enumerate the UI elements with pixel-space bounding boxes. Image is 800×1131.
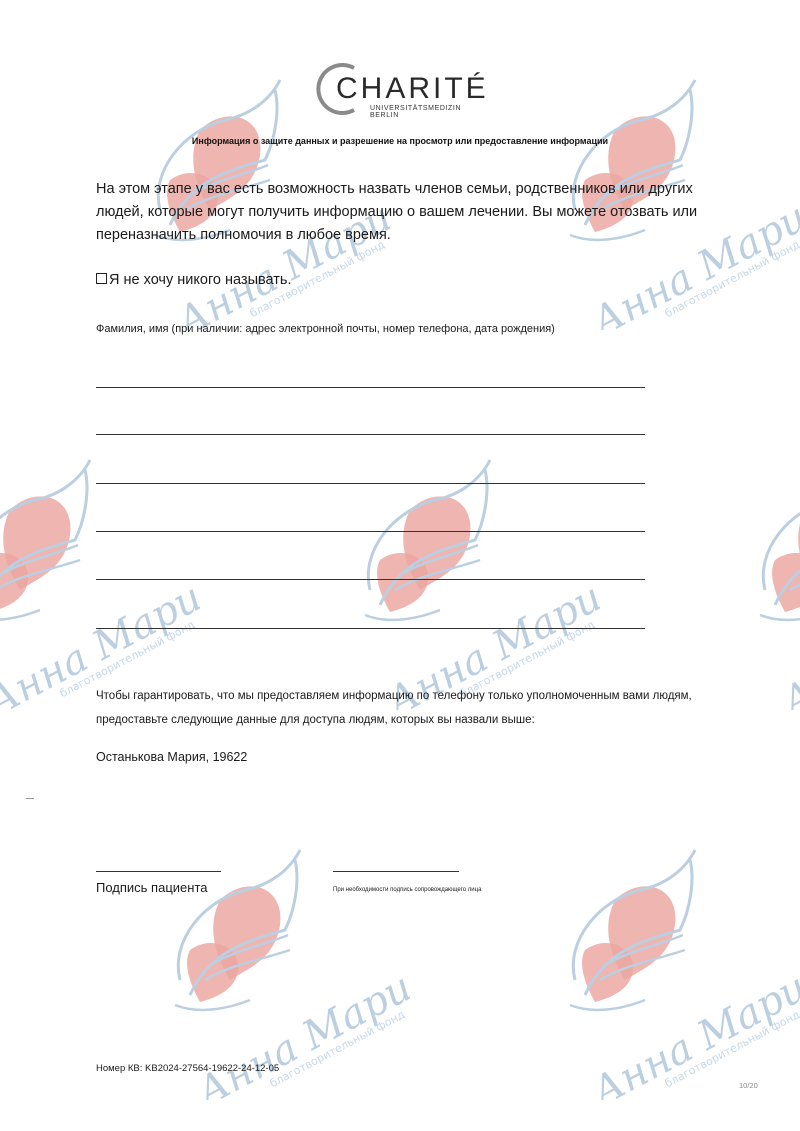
charite-logo (312, 58, 492, 120)
name-entry-line[interactable] (96, 387, 645, 388)
opt-out-label: Я не хочу никого называть. (109, 272, 292, 288)
access-data-value: Останькова Мария, 19622 (96, 750, 248, 764)
name-entry-line[interactable] (96, 434, 645, 435)
companion-signature-line[interactable] (333, 871, 459, 872)
page-number: 10/20 (739, 1081, 758, 1090)
name-field-label: Фамилия, имя (при наличии: адрес электронной почты, номер телефона, дата рождения) (96, 323, 555, 335)
patient-signature-label: Подпись пациента (96, 880, 208, 895)
logo-subtitle: UNIVERSITÄTSMEDIZIN BERLIN (370, 105, 462, 119)
margin-mark (26, 798, 34, 799)
name-entry-line[interactable] (96, 628, 645, 629)
name-entry-line[interactable] (96, 579, 645, 580)
name-entry-line[interactable] (96, 483, 645, 484)
opt-out-checkbox[interactable] (96, 273, 107, 284)
watermark-logo (0, 440, 200, 710)
intro-paragraph: На этом этапе у вас есть возможность назвать членов семьи, родственников или других людей, которые могут получить информацию о вашем лечении. Вы можете отозвать или переназначить полномочия в любое время. (96, 181, 698, 243)
logo-brand-text: CHARITÉ (336, 72, 489, 105)
document-title: Информация о защите данных и разрешение на просмотр или предоставление информации (191, 136, 609, 146)
patient-signature-line[interactable] (96, 871, 221, 872)
name-entry-line[interactable] (96, 531, 645, 532)
watermark-logo (735, 440, 800, 710)
watermark-logo (340, 440, 600, 710)
document-number: Номер КВ: KB2024-27564-19622-24-12-05 (96, 1063, 280, 1074)
companion-signature-label: При необходимости подпись сопровождающего лица (333, 887, 482, 893)
opt-out-option[interactable] (96, 272, 292, 288)
phone-access-instructions: Чтобы гарантировать, что мы предоставляем информацию по телефону только уполномоченным вами людям, предоставьте следующие данные для доступа людям, которых вы назвали выше: (96, 690, 692, 726)
watermark-logo (545, 830, 800, 1100)
